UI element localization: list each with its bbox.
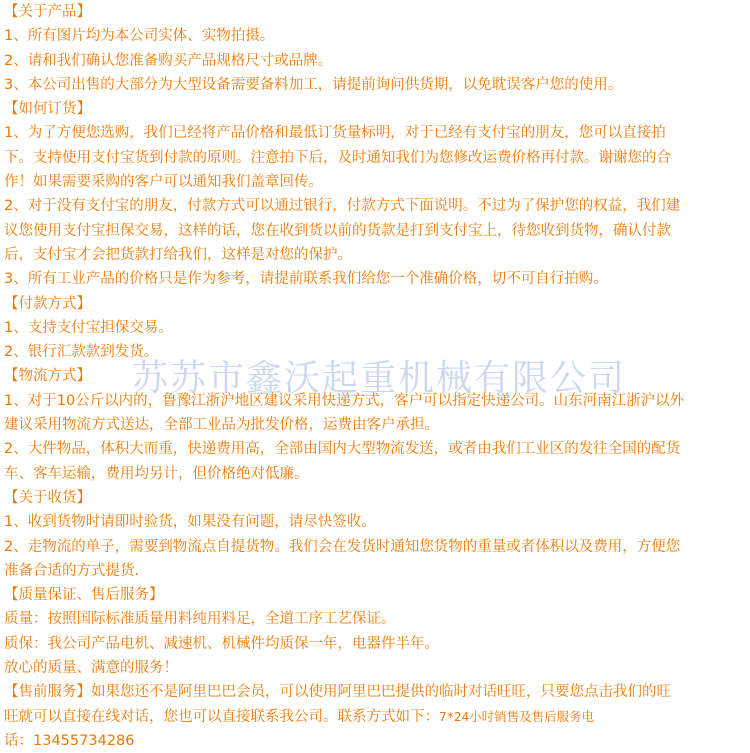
- logistics-line: 车、客车运输，费用均另计，但价格绝对低廉。: [4, 465, 309, 482]
- about-product-line: 3、本公司出售的大部分为大型设备需要备料加工，请提前询问供货期，以免耽误客户您的使用。: [4, 76, 623, 93]
- logistics-line: 建议采用物流方式送达，全部工业品为批发价格，运费由客户承担。: [4, 417, 439, 434]
- logistics-line: 1、对于10公斤以内的，鲁豫江浙沪地区建议采用快递方式，客户可以指定快递公司。山东河南江浙沪以外: [4, 392, 685, 409]
- product-notice-document: [4, 0, 748, 753]
- how-to-order-line: 3、所有工业产品的价格只是作为参考，请提前联系我们给您一个准确价格，切不可自行拍购。: [4, 271, 608, 288]
- quality-heading: 【质量保证、售后服务】: [4, 587, 164, 604]
- logistics-heading: 【物流方式】: [4, 368, 91, 385]
- receiving-line: 准备合适的方式提货.: [4, 562, 140, 579]
- quality-line: 质量：按照国际标准质量用料纯用料足，全道工序工艺保证。: [4, 611, 396, 628]
- payment-line: 2、银行汇款款到发货。: [4, 344, 159, 361]
- presale-line: [4, 680, 748, 704]
- how-to-order-line: 后，支付宝才会把货款打给我们，这样是对您的保护。: [4, 246, 352, 263]
- how-to-order-line: 1、为了方便您选购，我们已经将产品价格和最低订货量标明，对于已经有支付宝的朋友，您可以直接拍: [4, 125, 666, 142]
- presale-contact-phone: 话：13455734286: [4, 732, 135, 749]
- receiving-heading: 【关于收货】: [4, 489, 91, 506]
- about-product-line: 2、请和我们确认您准备购买产品规格尺寸或品牌。: [4, 52, 333, 69]
- quality-line: 放心的质量、满意的服务！: [4, 660, 178, 677]
- how-to-order-line: 下。支持使用支付宝货到付款的原则。注意拍下后，及时通知我们为您修改运费价格再付款。谢谢您的合: [4, 149, 671, 166]
- payment-line: 1、支持支付宝担保交易。: [4, 319, 173, 336]
- about-product-line: 1、所有图片均为本公司实体、实物拍摄。: [4, 28, 275, 45]
- presale-text: 如果您还不是阿里巴巴会员，可以使用阿里巴巴提供的临时对话旺旺，只要您点击我们的旺: [91, 684, 671, 701]
- how-to-order-line: 作！如果需要采购的客户可以通知我们盖章回传。: [4, 174, 323, 191]
- logistics-line: 2、大件物品，体积大而重，快递费用高，全部由国内大型物流发送，或者由我们工业区的发往全国的配货: [4, 441, 681, 458]
- about-product-heading: 【关于产品】: [4, 4, 91, 20]
- how-to-order-line: 议您使用支付宝担保交易，这样的话，您在收到货以前的货款是打到支付宝上，待您收到货物，确认付款: [4, 222, 671, 239]
- quality-line: 质保：我公司产品电机、减速机、机械件均质保一年，电器件半年。: [4, 635, 439, 652]
- how-to-order-heading: 【如何订货】: [4, 101, 91, 118]
- presale-text: 旺就可以直接在线对话，您也可以直接联系我公司。联系方式如下：: [4, 708, 439, 725]
- presale-line: [4, 705, 748, 729]
- presale-service-hours: 7*24小时销售及售后服务电: [439, 708, 595, 724]
- payment-heading: 【付款方式】: [4, 295, 91, 312]
- company-watermark: 苏苏市鑫沃起重机械有限公司: [132, 358, 627, 399]
- receiving-line: 2、走物流的单子，需要到物流点自提货物。我们会在发货时通知您货物的重量或者体积以及费用，方便您: [4, 538, 681, 555]
- presale-heading: 【售前服务】: [4, 684, 91, 701]
- how-to-order-line: 2、对于没有支付宝的朋友，付款方式可以通过银行，付款方式下面说明。不过为了保护您的权益，我们建: [4, 198, 681, 215]
- receiving-line: 1、收到货物时请即时验货，如果没有问题，请尽快签收。: [4, 514, 376, 531]
